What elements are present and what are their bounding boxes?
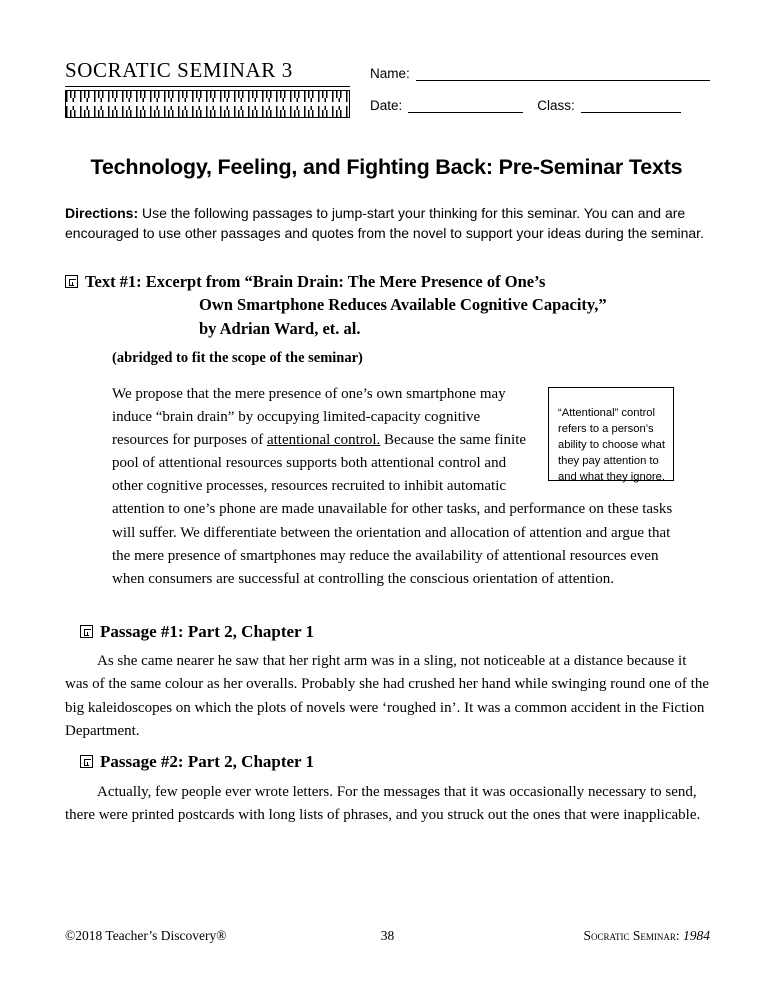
text1-heading-line1: Text #1: Excerpt from “Brain Drain: The Mere Presence of One’s bbox=[85, 272, 546, 291]
directions-block bbox=[65, 203, 710, 244]
date-label: Date: bbox=[370, 98, 403, 113]
seminar-label: SOCRATIC SEMINAR 3 bbox=[65, 58, 350, 87]
name-field-row bbox=[370, 66, 710, 81]
footer-copyright: ©2018 Teacher’s Discovery® bbox=[65, 928, 227, 943]
date-class-field-row bbox=[370, 98, 710, 113]
name-input-line[interactable] bbox=[416, 67, 710, 81]
abridged-note: (abridged to fit the scope of the seminar) bbox=[112, 350, 363, 366]
page-header bbox=[65, 58, 710, 138]
passage2-heading-text: Passage #2: Part 2, Chapter 1 bbox=[100, 752, 315, 771]
passage1-heading bbox=[80, 622, 314, 642]
greek-key-bullet-icon bbox=[65, 275, 78, 288]
date-input-line[interactable] bbox=[408, 99, 523, 113]
directions-label: Directions: bbox=[65, 205, 139, 221]
text1-heading-line1-wrap bbox=[65, 270, 725, 293]
attentional-control-callout: “Attentional” control refers to a person’s ability to choose what they pay attention to and what they ignore. bbox=[548, 387, 674, 481]
greek-key-bullet-icon bbox=[80, 625, 93, 638]
passage2-body: Actually, few people ever wrote letters. For the messages that it was occasionally necessary to send, there were printed postcards with long lists of phrases, and you struck out the ones that were inapplicable. bbox=[65, 784, 701, 824]
name-label: Name: bbox=[370, 66, 410, 81]
footer-running-title-text: Socratic Seminar: bbox=[583, 928, 683, 943]
footer-running-title-novel: 1984 bbox=[683, 928, 710, 943]
passage2-heading bbox=[80, 752, 314, 772]
class-label: Class: bbox=[537, 98, 575, 113]
text1-heading bbox=[65, 270, 725, 340]
directions-text: Use the following passages to jump-start your thinking for this seminar. You can and are encouraged to use other passages and quotes from the novel to support your ideas during the seminar. bbox=[65, 205, 704, 242]
text1-body-part1: We propose that the mere presence of one’s own smartphone may induce “brain drain” by occupying limited-capacity cognitive resources for purposes of bbox=[112, 386, 506, 449]
text1-body-underlined: attentional control. bbox=[266, 432, 381, 449]
footer-page-number: 38 bbox=[380, 928, 395, 943]
class-input-line[interactable] bbox=[581, 99, 681, 113]
passage1-body: As she came nearer he saw that her right arm was in a sling, not noticeable at a distance because it was of the same colour as her overalls. Probably she had crushed her hand while swinging round one of the big kaleidoscopes on which the plots of novels were ‘roughed in’. It was a common accident in the Fiction Department. bbox=[65, 653, 709, 740]
text1-body-part2: Because the same finite pool of attentional resources supports both attentional control and other cognitive processes, resources recruited to inhibit automatic attention to one’s phone are made unavailable for other tasks, and performance on these tasks will suffer. We differentiate between the orientation and allocation of attention and argue that the mere presence of smartphones may reduce the availability of attentional resources even when consumers are successful at controlling the conscious orientation of attention. bbox=[112, 432, 673, 587]
greek-key-border bbox=[65, 90, 350, 118]
student-fields bbox=[370, 66, 710, 130]
text1-heading-line3: by Adrian Ward, et. al. bbox=[199, 318, 361, 338]
footer-running-title bbox=[583, 928, 710, 944]
page-title: Technology, Feeling, and Fighting Back: Pre-Seminar Texts bbox=[90, 155, 683, 179]
passage1-heading-text: Passage #1: Part 2, Chapter 1 bbox=[100, 622, 315, 641]
greek-key-bullet-icon bbox=[80, 755, 93, 768]
header-title-block bbox=[65, 58, 350, 118]
text1-heading-line2: Own Smartphone Reduces Available Cognitive Capacity,” bbox=[199, 295, 607, 315]
